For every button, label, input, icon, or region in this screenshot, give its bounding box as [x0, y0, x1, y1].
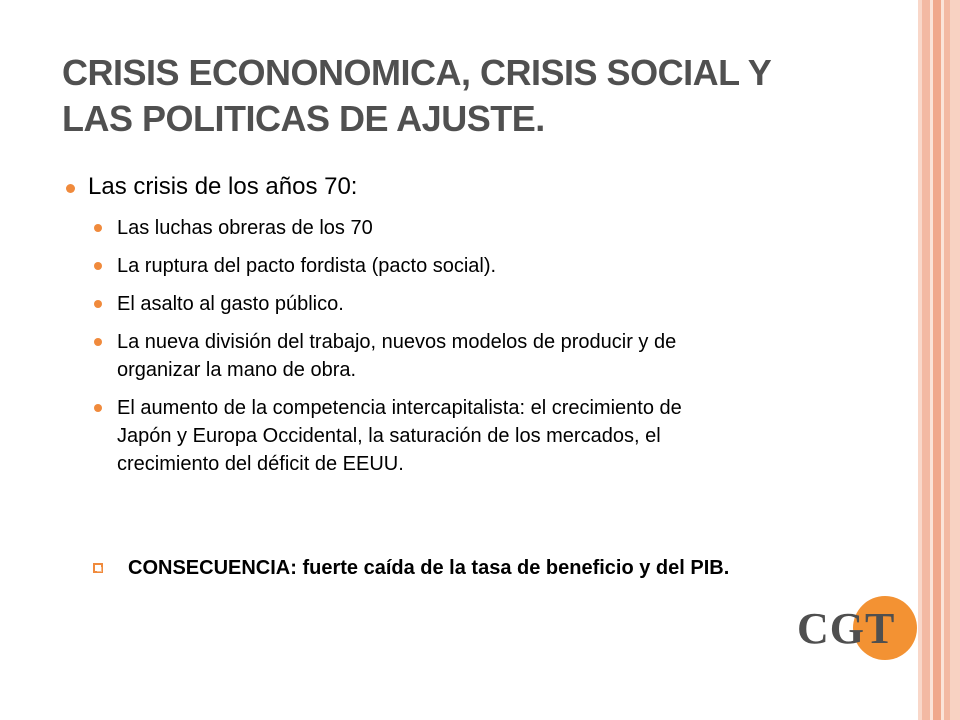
bullet-dot-icon	[66, 184, 75, 193]
sub-bullet-text: Japón y Europa Occidental, la saturación de los mercados, el	[117, 425, 661, 447]
bullet-dot-icon	[94, 262, 102, 270]
checkbox-icon	[93, 563, 103, 573]
bullet-dot-icon	[94, 300, 102, 308]
sub-bullet-list	[94, 214, 786, 478]
sub-bullet-text: La ruptura del pacto fordista (pacto social).	[117, 255, 497, 277]
slide-content	[66, 172, 786, 488]
sub-bullet	[94, 394, 786, 478]
side-stripe	[922, 0, 930, 720]
cgt-logo	[795, 596, 915, 666]
slide-title-line: CRISIS ECONONOMICA, CRISIS SOCIAL Y	[62, 52, 772, 93]
sub-bullet-text: El asalto al gasto público.	[117, 293, 344, 315]
bullet-dot-icon	[94, 404, 102, 412]
main-bullet-text: Las crisis de los años 70:	[88, 173, 358, 200]
slide-title-line: LAS POLITICAS DE AJUSTE.	[62, 98, 545, 139]
logo-text: CGT	[797, 604, 896, 653]
sub-bullet-text: Las luchas obreras de los 70	[117, 217, 373, 239]
bullet-dot-icon	[94, 338, 102, 346]
sub-bullet-text: crecimiento del déficit de EEUU.	[117, 453, 404, 475]
main-bullet	[66, 172, 786, 202]
sub-bullet	[94, 252, 786, 280]
slide-title	[62, 50, 882, 142]
sub-bullet-text: La nueva división del trabajo, nuevos modelos de producir y de	[117, 331, 677, 353]
side-stripe	[950, 0, 960, 720]
sub-bullet-text: organizar la mano de obra.	[117, 359, 357, 381]
bullet-dot-icon	[94, 224, 102, 232]
sub-bullet	[94, 214, 786, 242]
consequence-text: CONSECUENCIA: fuerte caída de la tasa de beneficio y del PIB.	[128, 557, 730, 579]
side-stripe	[933, 0, 941, 720]
sub-bullet	[94, 290, 786, 318]
sub-bullet-text: El aumento de la competencia intercapitalista: el crecimiento de	[117, 397, 682, 419]
sub-bullet	[94, 328, 786, 384]
